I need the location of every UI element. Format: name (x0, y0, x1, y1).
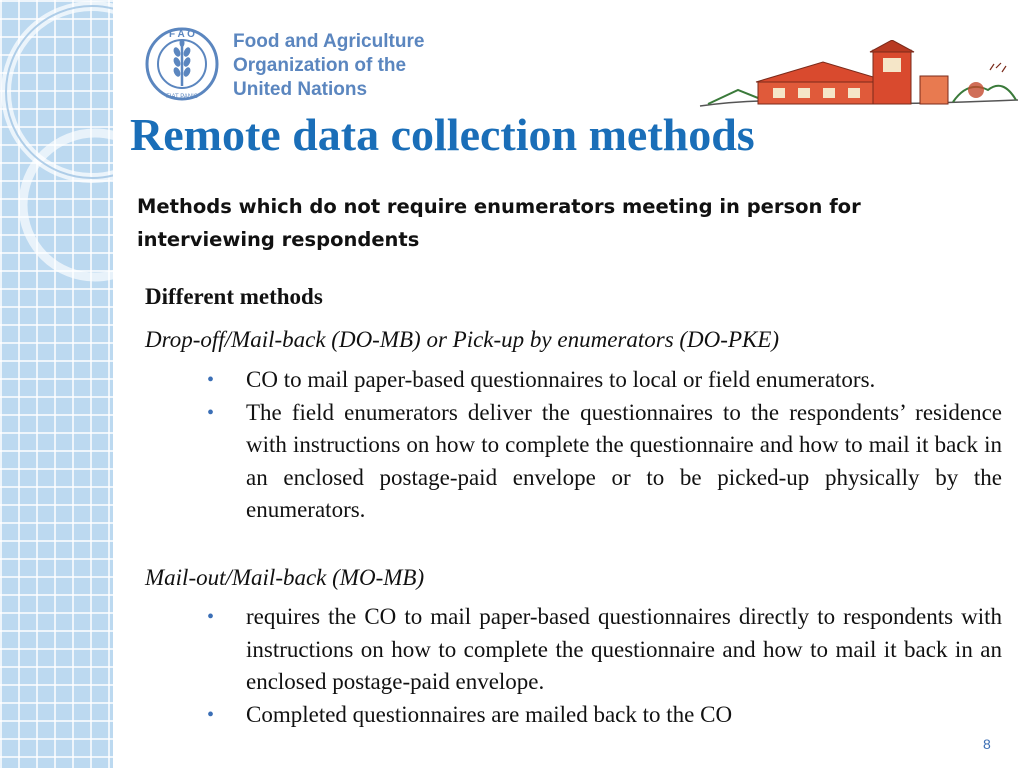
logo-line-2: Organization of the (233, 55, 407, 76)
method-1-name: Drop-off/Mail-back (DO-MB) or Pick-up by enumerators (DO-PKE) (145, 327, 780, 352)
bullet-text: Completed questionnaires are mailed back to the CO (246, 701, 733, 727)
bullet-text: The field enumerators deliver the questionnaires to the respondents’ residence with instructions on how to complete the questionnaire and how to mail it back in an enclosed postage-paid envelope or to be picked-up physically by the enumerators. (246, 399, 1002, 522)
subtitle: Methods which do not require enumerators meeting in person for interviewing respondents (137, 195, 861, 251)
bullet-icon: • (207, 369, 215, 391)
logo-text (233, 30, 424, 102)
bullet-icon: • (207, 401, 215, 424)
method-2-bullets (200, 601, 1002, 731)
list-item (200, 699, 1002, 732)
logo-line-3: United Nations (233, 79, 368, 100)
decorative-arcs (0, 0, 113, 768)
list-item (200, 397, 1002, 527)
farm-illustration-icon (698, 40, 1020, 110)
fao-emblem-icon (143, 26, 221, 102)
bullet-icon: • (207, 703, 215, 726)
bullet-text: CO to mail paper-based questionnaires to local or field enumerators. (246, 367, 876, 392)
list-item (200, 364, 1002, 397)
emblem-letters: F A O (169, 29, 195, 40)
list-item (200, 601, 1002, 699)
page-title: Remote data collection methods (130, 109, 755, 160)
section-heading: Different methods (145, 284, 323, 309)
logo-line-1: Food and Agriculture (233, 31, 425, 52)
decorative-sidebar (0, 0, 113, 768)
fao-logo (143, 26, 423, 102)
page-number: 8 (983, 736, 991, 752)
bullet-text: requires the CO to mail paper-based questionnaires directly to respondents with instructions on how to complete the questionnaire and how to mail it back in an enclosed postage-paid envelope. (246, 604, 1002, 694)
bullet-icon: • (207, 606, 215, 628)
emblem-motto: FIAT PANIS (166, 94, 198, 100)
method-2-name: Mail-out/Mail-back (MO-MB) (145, 565, 425, 590)
method-1-bullets (200, 364, 1002, 527)
